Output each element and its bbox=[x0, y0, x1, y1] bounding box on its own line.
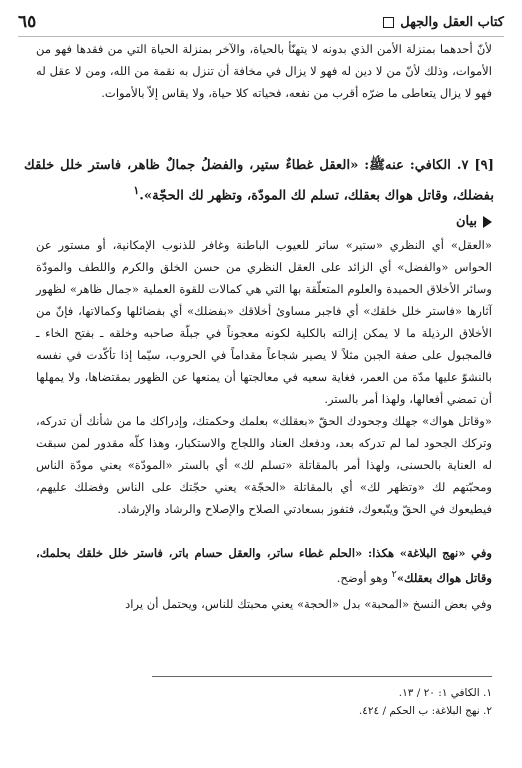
triangle-marker-icon bbox=[483, 216, 492, 228]
intro-paragraph: لأنّ أحدهما بمنزلة الأمن الذي بدونه لا يتهنّأ بالحياة، والآخر بمنزلة الحياة التي من فقدها فهو من الأموات، وذلك لأنّ من لا دين له فهو لا يزال في مخافة أن تنزل به نقمة من الله، ومن لا عقل له فهو لا يزال يتعاطى ما ضرّه أقرب من نفعه، فحياته كلا حياة، ولا يقاس إلاّ بالأموات. bbox=[36, 42, 492, 100]
footnotes bbox=[36, 684, 492, 720]
footnote-marker-2: ٢ bbox=[391, 569, 397, 580]
footnote-1: ١. الكافي ١: ٢٠ / ١٣. bbox=[398, 687, 492, 699]
hadith-text: : «العقل غطاءٌ ستير، والفضلُ جمالٌ ظاهر، فاستر خلل خلقك بفضلك، وقاتل هواك بعقلك، تسلم لك المودّة، وتظهر لك الحجّة». bbox=[24, 158, 494, 204]
page-number: ٦٥ bbox=[18, 12, 37, 32]
variant-note: وفي بعض النسخ «المحبة» بدل «الحجة» يعني محبتك للناس، ويحتمل أن يراد bbox=[125, 596, 492, 611]
hadith-reference: [٩] ٧. الكافي: عنه bbox=[385, 158, 494, 173]
nahj-quote-text: وفي «نهج البلاغة» هكذا: «الحلم غطاء ساتر، والعقل حسام باتر، فاستر خلل خلقك بحلمك، وقاتل هواك بعقلك» bbox=[36, 546, 492, 585]
explanation-paragraph-2: «وقاتل هواك» جهلك وجحودك الحقّ «بعقلك» بعلمك وحكمتك، وإدراكك ما من شأنك أن تدركه، وتركك الجحود لما لم تدركه بعد، ودفعك العناد واللجاج والاستكبار، وهذا كلّه مقدور لمن سبقت له العناية بالحسنى، ولهذا أمر بالمقاتلة «تسلم لك» أي بالستر «المودّة» يعني مودّة الناس ومحبّتهم لك «وتظهر لك» أي بالمقاتلة «الحجّة» يعني حجّتك على الناس وفضلك عليهم، فيطيعوك في الحقّ ويتّبعوك، فتفوز بسعادتي الصلاح والإصلاح والرشاد والإرشاد. bbox=[36, 414, 492, 516]
footnote-divider bbox=[152, 676, 492, 677]
hadith-block bbox=[24, 153, 494, 208]
header-divider bbox=[18, 36, 504, 37]
nahj-quote-end: وهو أوضح. bbox=[336, 570, 392, 585]
bayan-heading bbox=[456, 214, 492, 229]
explanation-paragraph-3 bbox=[36, 542, 492, 615]
honorific-glyph: ﷺ bbox=[369, 158, 386, 173]
running-header bbox=[18, 10, 504, 34]
footnote-marker: ١ bbox=[133, 184, 140, 197]
bayan-label: بيان bbox=[455, 214, 477, 229]
chapter-title: كتاب العقل والجهل bbox=[400, 14, 504, 30]
header-title bbox=[383, 15, 504, 30]
footnote-2: ٢. نهج البلاغة: ب الحكم / ٤٢٤. bbox=[358, 705, 492, 717]
nahj-quote bbox=[36, 542, 492, 589]
square-ornament-icon bbox=[383, 17, 394, 28]
explanation-paragraph-1: «العقل» أي النظري «ستير» ساتر للعيوب الباطنة وغافر للذنوب الإمكانية، أو مستور عن الحواس «والفضل» أي الزائد على العقل النظري من حسن الخلق والكرم واللطف والمودّة وسائر الأخلاق الحميدة والعلوم المتعلّقة بها التي هي كمالات للقوة العملية «جمال ظاهر» لظهور آثارها «فاستر خلل خلقك» أي فاجبر مساوئ أخلاقك «بفضلك» أي بفضائلها وكمالاتها، فإنّ من الأخلاق الرذيلة ما لا يمكن إزالته بالكلية لكونه معجوناً في جبلّة صاحبه وخلقه ـ بفتح الخاء ـ فالمجبول على صفة الجبن مثلاً لا يصير شجاعاً مقداماً في الحروب، سيّما إذا تأكّدت في نفسه بالنشوّ عليها مدّة من العمر، فغاية سعيه في معالجتها أن يمنعها عن الظهور بمقتضاها، ولا يمهلها أن تمضي أفعالها، ولهذا أمر بالستر. bbox=[36, 238, 492, 406]
